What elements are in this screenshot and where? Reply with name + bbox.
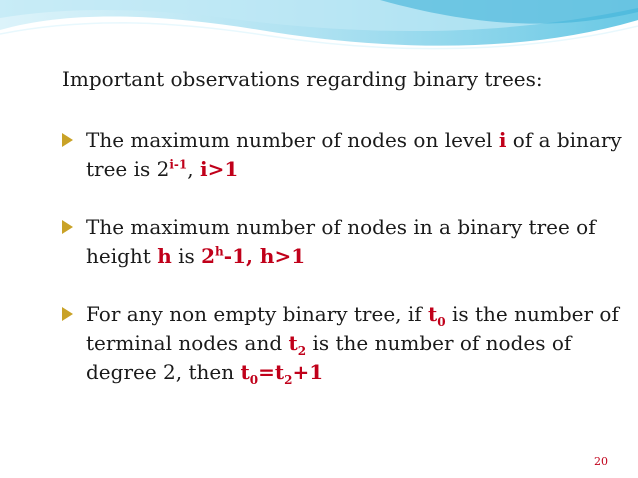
bullet-arrow-icon bbox=[62, 133, 73, 147]
bullet-arrow-icon bbox=[62, 307, 73, 321]
bullet-list bbox=[62, 126, 622, 387]
bullet3-eq-t-sub: 0 bbox=[249, 373, 259, 387]
bullet2-var-h: h bbox=[157, 244, 172, 268]
bullet-level-max-nodes bbox=[62, 126, 622, 184]
bullet3-text-3: is the number of nodes of degree 2, then bbox=[86, 331, 572, 384]
bullet3-t2-sub: 2 bbox=[297, 344, 307, 358]
bullet1-text-1: The maximum number of nodes on level bbox=[86, 128, 499, 152]
bullet3-eq-mid: =t bbox=[258, 360, 285, 384]
bullet1-var-i: i bbox=[498, 128, 507, 152]
bullet1-condition: i>1 bbox=[199, 157, 239, 181]
bullet-height-max-nodes bbox=[62, 213, 622, 271]
bullet3-eq-t: t bbox=[240, 360, 250, 384]
bullet3-eq-mid-sub: 2 bbox=[284, 373, 293, 387]
bullet-terminal-nodes-relation bbox=[62, 300, 622, 387]
bullet-arrow-icon bbox=[62, 220, 73, 234]
bullet1-text-2: of a binary tree is 2 bbox=[86, 128, 622, 181]
slide-heading: Important observations regarding binary trees: bbox=[62, 67, 543, 91]
bullet2-formula-rest: -1, h>1 bbox=[223, 244, 306, 268]
bullet3-eq-end: +1 bbox=[292, 360, 324, 384]
header-wave-decoration bbox=[0, 0, 638, 60]
bullet3-t0-sub: 0 bbox=[437, 315, 446, 329]
bullet3-text-2: is the number of terminal nodes and bbox=[86, 302, 619, 355]
bullet3-t0: t bbox=[428, 302, 438, 326]
bullet2-text-1: The maximum number of nodes in a binary tree of height bbox=[86, 215, 596, 268]
bullet3-text-1: For any non empty binary tree, if bbox=[86, 302, 429, 326]
page-number: 20 bbox=[594, 455, 608, 468]
bullet3-t2: t bbox=[288, 331, 298, 355]
bullet2-formula-base: 2 bbox=[201, 244, 216, 268]
bullet2-exponent: h bbox=[215, 244, 224, 259]
bullet1-exponent: i-1 bbox=[169, 157, 188, 172]
bullet2-text-2: is bbox=[171, 244, 202, 268]
bullet1-text-3: , bbox=[187, 157, 200, 181]
